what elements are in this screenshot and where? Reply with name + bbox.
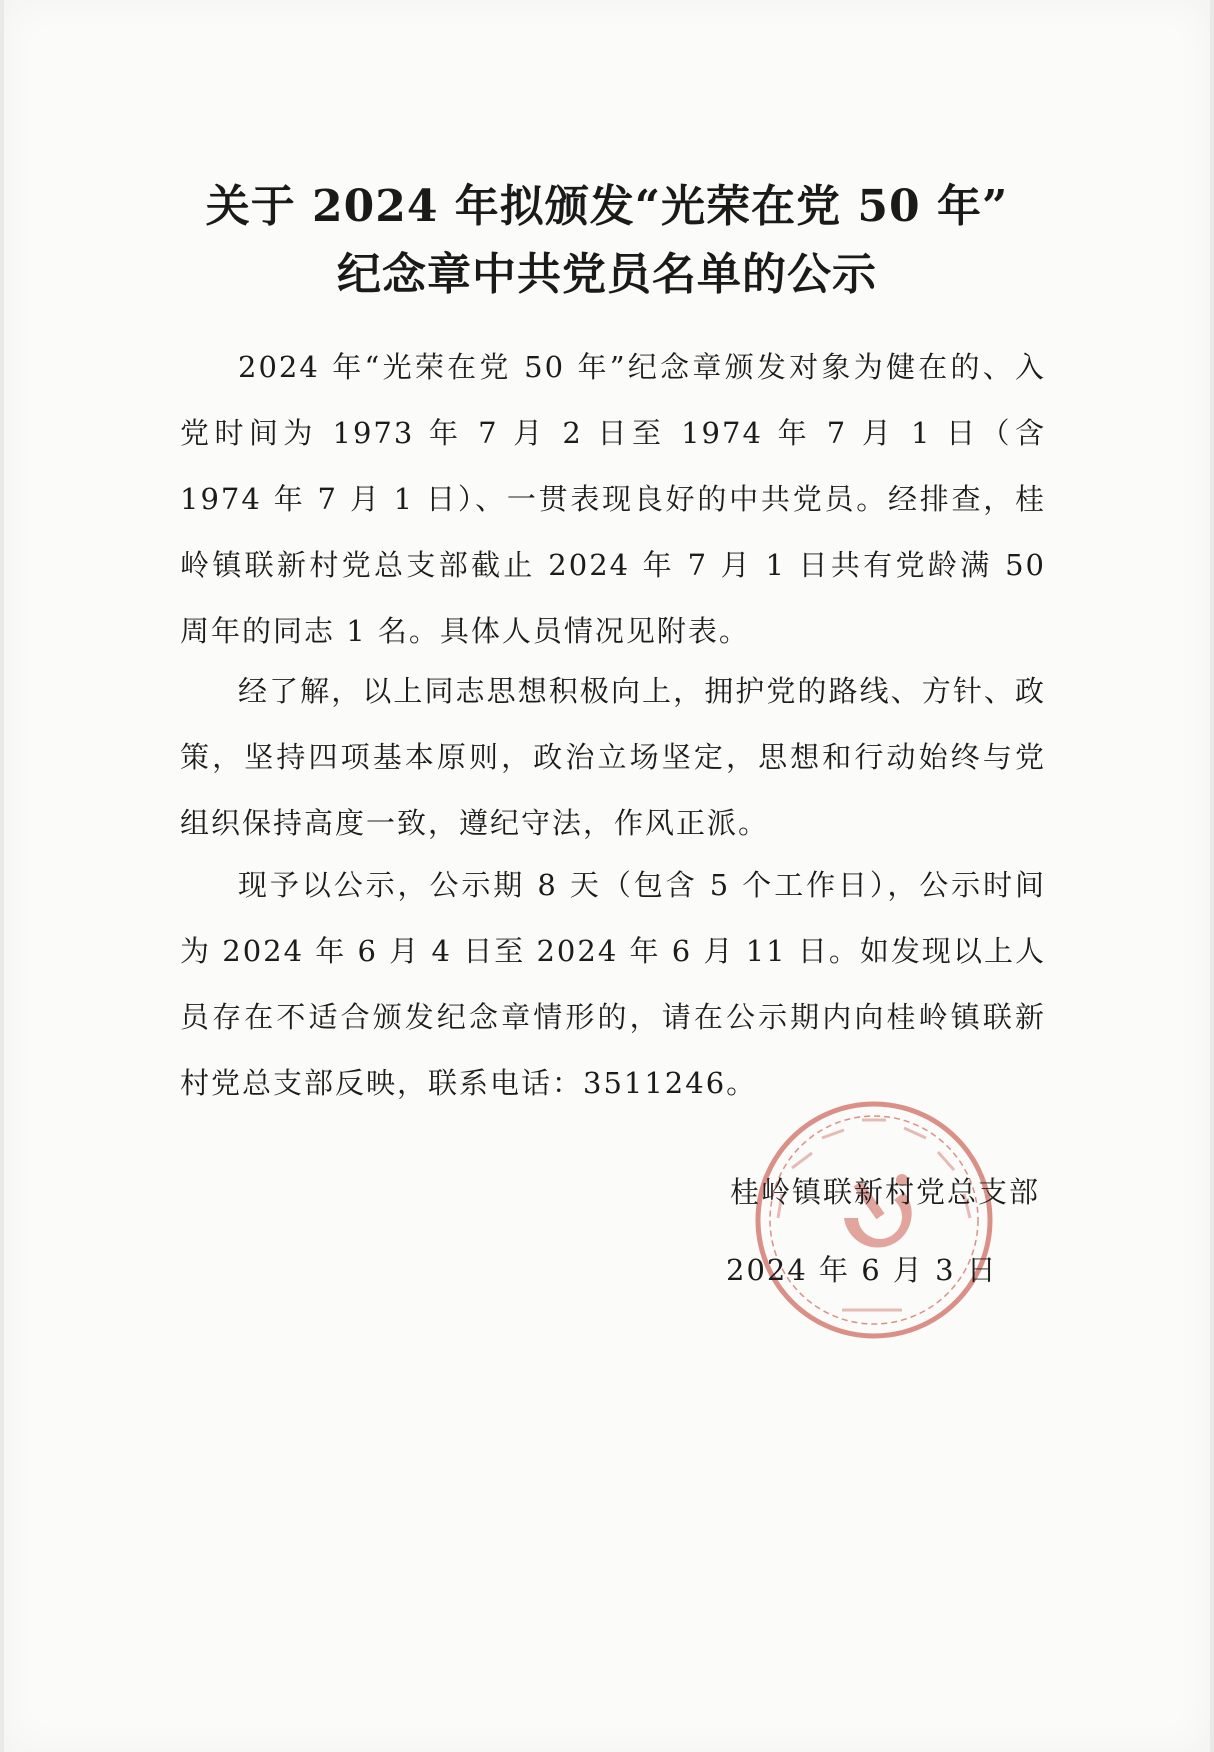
body-paragraph-3 [180,852,1046,1116]
paragraph-text: 2024 年“光荣在党 50 年”纪念章颁发对象为健在的、入党时间为 1973 年 7 月 2 日至 1974 年 7 月 1 日（含 1974 年 7 月 1 日）、一贯表现良好的中共党员。经排查，桂岭镇联新村党总支部截止 2024 年 7 月 1 日共有党龄满 50 周年的同志 1 名。具体人员情况见附表。 [180,350,1046,648]
signature-organization: 桂岭镇联新村党总支部 [729,1175,1040,1209]
body-paragraph-1 [180,334,1046,664]
signature-date: 2024 年 6 月 3 日 [726,1253,998,1287]
paragraph-text: 现予以公示，公示期 8 天（包含 5 个工作日），公示时间为 2024 年 6 月 4 日至 2024 年 6 月 11 日。如发现以上人员存在不适合颁发纪念章情形的，请在公示期内向桂岭镇联新村党总支部反映，联系电话：3511246。 [180,868,1046,1100]
body-paragraph-2 [180,658,1046,856]
document-title-line-2: 纪念章中共党员名单的公示 [337,249,877,300]
paragraph-text: 经了解，以上同志思想积极向上，拥护党的路线、方针、政策，坚持四项基本原则，政治立场坚定，思想和行动始终与党组织保持高度一致，遵纪守法，作风正派。 [180,674,1046,840]
document-title-line-1: 关于 2024 年拟颁发“光荣在党 50 年” [205,181,1009,232]
